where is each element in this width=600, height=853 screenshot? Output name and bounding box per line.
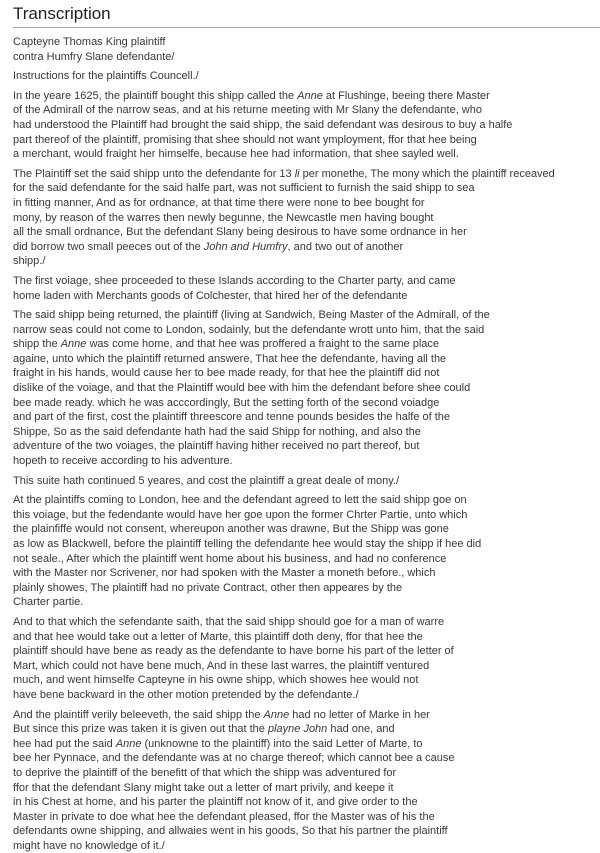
text-line: And to that which the sefendante saith, that the said shipp should goe for a man of warre <box>13 615 445 628</box>
text-line: dislike of the voiage, and that the Plaintiff would bee with him the defendant before shee could <box>13 382 471 395</box>
text-line: shipp the Anne was come home, and that hee was proffered a fraight to the same place <box>13 338 440 351</box>
paragraph <box>13 615 594 703</box>
italic-term: playne John <box>267 723 328 736</box>
paragraph <box>13 89 594 162</box>
text-line: had understood the Plaintiff had brought the said shipp, the said defendant was desirous to buy a halfe <box>13 118 513 131</box>
text-line: This suite hath continued 5 yeares, and cost the plaintiff a great deale of mony./ <box>13 474 400 487</box>
text-line: narrow seas could not come to London, sodainly, but the defendante wrott unto him, that the said <box>13 323 485 336</box>
text-line: this voiage, but the fedendante would have her goe upon the former Chrter Partie, unto which <box>13 508 468 521</box>
text-line: much, and went himselfe Capteyne in his owne shipp, which showes hee would not <box>13 674 419 687</box>
text-line: did borrow two small peeces out of the John and Humfry, and two out of another <box>13 240 404 253</box>
text-line: of the Admirall of the narrow seas, and at his returne meeting with Mr Slany the defendante, who <box>13 104 482 117</box>
italic-term: Anne <box>297 89 323 102</box>
text-line: Mart, which could not have bene much, And in these last warres, the plaintiff ventured <box>13 659 430 672</box>
text-line: At the plaintiffs coming to London, hee and the defendant agreed to lett the said shipp goe on <box>13 494 467 507</box>
italic-term: John and Humfry <box>203 240 288 253</box>
paragraph <box>13 708 594 853</box>
paragraph <box>13 69 594 84</box>
text-line: Shippe, So as the said defendante hath had the said Shipp for nothing, and also the <box>13 425 421 438</box>
text-line: Capteyne Thomas King plaintiff <box>13 36 166 48</box>
page-title: Transcription <box>13 4 600 28</box>
text-line: part thereof of the plaintiff, promising that shee should not want ymployment, ffor that hee being <box>13 133 477 146</box>
text-line: fraight in his hands, would cause her to bee made ready, for that hee the plaintiff did not <box>13 367 440 380</box>
italic-term: Anne <box>60 338 87 351</box>
text-line: againe, unto which the plaintiff returned answere, That hee the defendante, having all the <box>13 352 447 365</box>
text-line: home laden with Merchants goods of Colchester, that hired her of the defendante <box>13 289 408 302</box>
paragraph <box>13 474 594 489</box>
text-line: shipp./ <box>13 255 46 268</box>
text-line: ffor that the defendant Slany might take out a letter of mart privily, and keepe it <box>13 781 394 794</box>
text-line: for the said defendante for the said halfe part, was not sufficient to furnish the said shipp to sea <box>13 182 475 195</box>
text-line: mony, by reason of the warres then newly begunne, the Newcastle men having bought <box>13 211 434 224</box>
text-line: contra Humfry Slane defendante/ <box>13 50 175 63</box>
text-line: bee made ready. which he was acccordingly, But the setting forth of the second voiadge <box>13 396 440 409</box>
text-line: in his Chest at home, and his parter the plaintiff not know of it, and give order to the <box>13 796 418 809</box>
text-line: plaintiff should have bene as ready as the defendante to have borne his part of the letter of <box>13 645 454 658</box>
text-line: a merchant, would fraight her himselfe, because hee had information, that shee sayled well. <box>13 148 459 161</box>
text-line: to deprive the plaintiff of the benefitt of that which the shipp was adventured for <box>13 766 397 779</box>
text-line: Instructions for the plaintiffs Councell./ <box>13 70 199 83</box>
text-line: not seale., After which the plaintiff went home about his business, and had no conference <box>13 552 447 565</box>
text-line: hee had put the said Anne (unknowne to the plaintiff) into the said Letter of Marte, to <box>13 737 423 750</box>
text-line: hopeth to receive according to his adventure. <box>13 455 233 468</box>
text-line: in fitting manner, And as for ordnance, at that time there were none to bee bought for <box>13 196 425 209</box>
paragraph <box>13 493 594 610</box>
text-line: The said shipp being returned, the plaintiff (living at Sandwich, Being Master of the Admirall, of the <box>13 309 490 322</box>
italic-term: Anne <box>115 737 142 750</box>
text-line: with the Master nor Scrivener, nor had spoken with the Master a moneth before., which <box>13 567 436 580</box>
text-line: adventure of the two voiages, the plaintiff having hither received no part thereof, but <box>13 440 420 453</box>
text-line: might have no knowledge of it./ <box>13 839 165 852</box>
text-line: The Plaintiff set the said shipp unto the defendante for 13 li per monethe, The mony which the plaintiff receaved <box>13 167 555 180</box>
text-line: The first voiage, shee proceeded to these Islands according to the Charter party, and came <box>13 274 456 287</box>
text-line: and that hee would take out a letter of Marte, this plaintiff doth deny, ffor that hee the <box>13 630 423 643</box>
text-line: In the yeare 1625, the plaintiff bought this shipp called the Anne at Flushinge, beeing there Master <box>13 89 490 102</box>
text-line: bee her Pynnace, and the defendante was at no charge thereof; which cannot bee a cause <box>13 752 455 765</box>
paragraph <box>13 308 594 469</box>
text-line: have bene backward in the other motion pretended by the defendante./ <box>13 688 359 701</box>
text-line: as low as Blackwell, before the plaintiff telling the defendante hee would stay the shipp if hee did <box>13 538 482 550</box>
text-line: and part of the first, cost the plaintiff threescore and tenne pounds besides the halfe of the <box>13 411 451 424</box>
text-line: defendants owne shipping, and allwaies went in his goods, So that his partner the plaintiff <box>13 825 448 838</box>
italic-term: li <box>294 167 300 180</box>
text-line: Master in private to doe what hee the defendant pleased, ffor the Master was of his the <box>13 810 435 823</box>
text-line: the plainfiffe would not consent, whereupon another was drawne, But the Shipp was gone <box>13 523 449 536</box>
transcription-body <box>13 35 600 853</box>
text-line: plainly showes, The plaintiff had no private Contract, other then appeares by the <box>13 581 403 594</box>
italic-term: Anne <box>263 708 290 721</box>
paragraph <box>13 167 594 269</box>
paragraph <box>13 274 594 303</box>
text-line: all the small ordnance, But the defendant Slany being desirous to have some ordnance in her <box>13 226 467 239</box>
text-line: But since this prize was taken it is given out that the playne John had one, and <box>13 723 395 736</box>
paragraph <box>13 35 594 64</box>
text-line: Charter partie. <box>13 596 84 609</box>
text-line: And the plaintiff verily beleeveth, the said shipp the Anne had no letter of Marke in her <box>13 708 430 721</box>
